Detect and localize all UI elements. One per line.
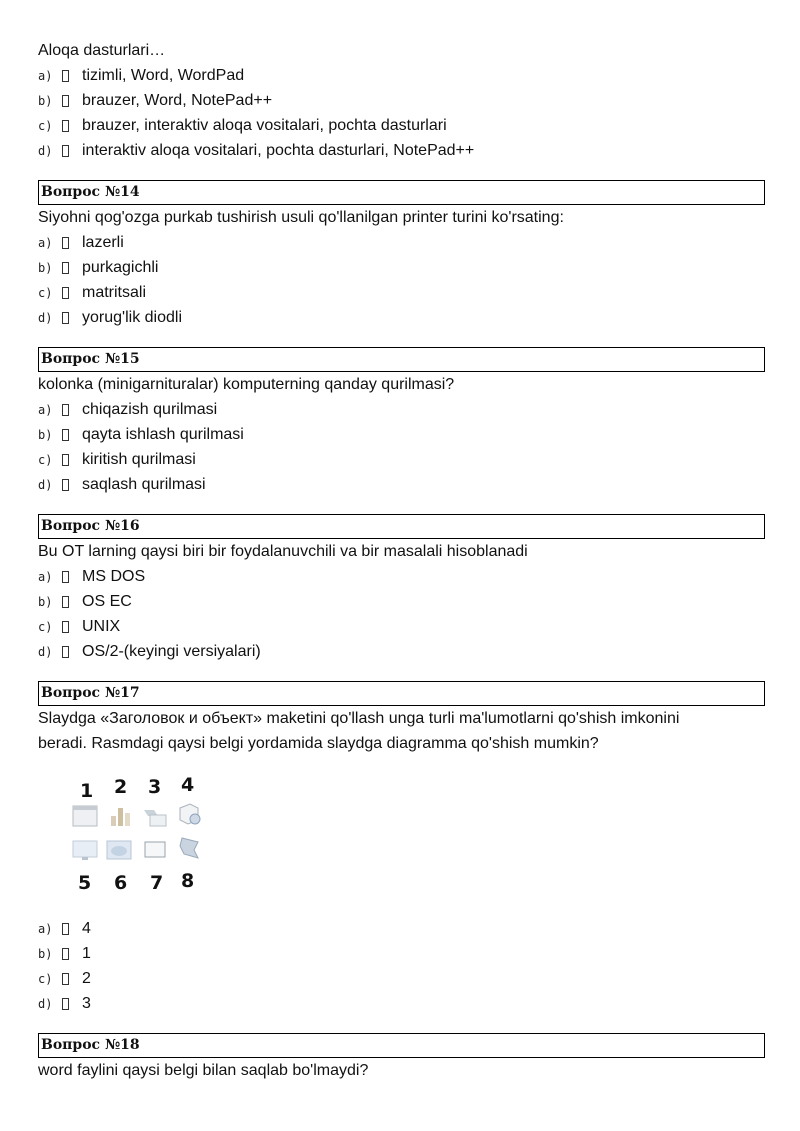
option-text: 1: [82, 944, 91, 962]
checkbox-icon[interactable]: [62, 948, 69, 960]
option-text: brauzer, interaktiv aloqa vositalari, pochta dasturlari: [82, 116, 447, 134]
answer-option[interactable]: [38, 138, 765, 163]
option-text: matritsali: [82, 283, 147, 301]
checkbox-icon[interactable]: [62, 998, 69, 1010]
option-text: MS DOS: [82, 567, 146, 585]
answer-option[interactable]: [38, 447, 765, 472]
option-letter: c): [38, 971, 53, 986]
option-text: yorug'lik diodli: [82, 308, 182, 326]
question-text: Bu OT larning qaysi biri bir foydalanuvchili va bir masalali hisoblanadi: [38, 543, 528, 560]
checkbox-icon[interactable]: [62, 973, 69, 985]
checkbox-icon[interactable]: [62, 621, 69, 633]
checkbox-icon[interactable]: [62, 312, 69, 324]
option-text: purkagichli: [82, 258, 159, 276]
question-text: kolonka (minigarnituralar) komputerning qanday qurilmasi?: [38, 376, 455, 393]
answer-option[interactable]: [38, 614, 765, 639]
checkbox-icon[interactable]: [62, 262, 69, 274]
figure-number: 3: [148, 776, 162, 798]
question-header: Вопрос №16: [38, 514, 765, 539]
option-letter: a): [38, 402, 53, 417]
figure-number: 5: [78, 872, 92, 894]
option-text: kiritish qurilmasi: [82, 450, 196, 468]
option-text: saqlash qurilmasi: [82, 475, 206, 493]
answer-option[interactable]: [38, 88, 765, 113]
question-text: word faylini qaysi belgi bilan saqlab bo'lmaydi?: [38, 1062, 369, 1079]
option-letter: b): [38, 427, 53, 442]
option-letter: a): [38, 235, 53, 250]
smartart-icon: [142, 804, 168, 828]
option-letter: d): [38, 996, 53, 1011]
option-text: brauzer, Word, NotePad++: [82, 91, 273, 109]
question-header: Вопрос №14: [38, 180, 765, 205]
option-text: tizimli, Word, WordPad: [82, 66, 245, 84]
answer-option[interactable]: [38, 422, 765, 447]
answer-option[interactable]: [38, 63, 765, 88]
option-letter: d): [38, 644, 53, 659]
media-icon: [142, 838, 168, 862]
option-letter: c): [38, 118, 53, 133]
checkbox-icon[interactable]: [62, 145, 69, 157]
option-letter: a): [38, 68, 53, 83]
option-letter: a): [38, 921, 53, 936]
answer-option[interactable]: [38, 230, 765, 255]
option-text: 4: [82, 919, 91, 937]
question-text: Aloqa dasturlari…: [38, 42, 166, 59]
checkbox-icon[interactable]: [62, 95, 69, 107]
answer-option[interactable]: [38, 472, 765, 497]
chart-icon: [108, 804, 134, 828]
checkbox-icon[interactable]: [62, 404, 69, 416]
option-text: UNIX: [82, 617, 121, 635]
question-text: Siyohni qog'ozga purkab tushirish usuli qo'llanilgan printer turini ko'rsating:: [38, 209, 564, 226]
option-text: OS EC: [82, 592, 132, 610]
table-icon: [72, 804, 98, 828]
figure-number: 4: [181, 774, 195, 796]
answer-option[interactable]: [38, 564, 765, 589]
option-letter: b): [38, 594, 53, 609]
checkbox-icon[interactable]: [62, 287, 69, 299]
answer-option[interactable]: [38, 589, 765, 614]
option-text: OS/2-(keyingi versiyalari): [82, 642, 261, 660]
option-text: lazerli: [82, 233, 124, 251]
answer-option[interactable]: [38, 639, 765, 664]
option-letter: d): [38, 477, 53, 492]
answer-option[interactable]: [38, 397, 765, 422]
clip-art-icon: [106, 838, 132, 862]
figure-number: 2: [114, 776, 128, 798]
figure-number: 8: [181, 870, 195, 892]
option-letter: a): [38, 569, 53, 584]
question-header: Вопрос №18: [38, 1033, 765, 1058]
option-text: chiqazish qurilmasi: [82, 400, 218, 418]
answer-option[interactable]: [38, 280, 765, 305]
option-text: qayta ishlash qurilmasi: [82, 425, 244, 443]
answer-option[interactable]: [38, 255, 765, 280]
checkbox-icon[interactable]: [62, 70, 69, 82]
option-letter: b): [38, 93, 53, 108]
option-text: interaktiv aloqa vositalari, pochta dasturlari, NotePad++: [82, 141, 475, 159]
option-text: 2: [82, 969, 91, 987]
answer-option[interactable]: [38, 305, 765, 330]
option-letter: b): [38, 946, 53, 961]
question-text-line-2: beradi. Rasmdagi qaysi belgi yordamida slaydga diagramma qo'shish mumkin?: [38, 735, 599, 752]
option-letter: c): [38, 452, 53, 467]
question-text-line-1: Slaydga «Заголовок и объект» maketini qo'llash unga turli ma'lumotlarni qo'shish imkonini: [38, 710, 680, 727]
answer-option[interactable]: [38, 941, 765, 966]
document-page: [38, 38, 765, 1083]
movie-icon: [176, 836, 202, 860]
option-letter: c): [38, 285, 53, 300]
checkbox-icon[interactable]: [62, 479, 69, 491]
checkbox-icon[interactable]: [62, 923, 69, 935]
figure-number: 7: [150, 872, 164, 894]
figure-number: 1: [80, 780, 94, 802]
option-letter: c): [38, 619, 53, 634]
checkbox-icon[interactable]: [62, 120, 69, 132]
answer-option[interactable]: [38, 991, 765, 1016]
option-letter: d): [38, 143, 53, 158]
checkbox-icon[interactable]: [62, 646, 69, 658]
media-clip-icon: [176, 802, 202, 826]
picture-icon: [72, 838, 98, 862]
checkbox-icon[interactable]: [62, 596, 69, 608]
answer-option[interactable]: [38, 113, 765, 138]
checkbox-icon[interactable]: [62, 237, 69, 249]
answer-option[interactable]: [38, 966, 765, 991]
question-header: Вопрос №15: [38, 347, 765, 372]
option-text: 3: [82, 994, 91, 1012]
option-letter: b): [38, 260, 53, 275]
slide-content-icons-figure: [68, 776, 228, 906]
checkbox-icon[interactable]: [62, 429, 69, 441]
answer-option[interactable]: [38, 916, 765, 941]
question-header: Вопрос №17: [38, 681, 765, 706]
checkbox-icon[interactable]: [62, 571, 69, 583]
option-letter: d): [38, 310, 53, 325]
figure-number: 6: [114, 872, 128, 894]
checkbox-icon[interactable]: [62, 454, 69, 466]
